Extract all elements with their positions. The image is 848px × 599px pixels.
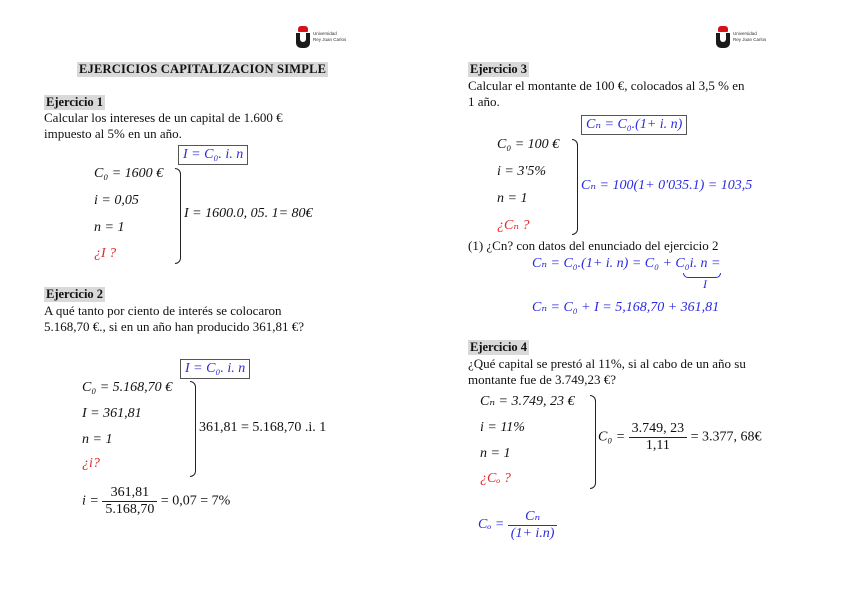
- exercise-2-unknown: ¿i?: [82, 456, 100, 471]
- exercise-1-unknown: ¿I ?: [94, 246, 117, 261]
- logo-line1: Universidad: [313, 31, 337, 36]
- exercise-2-text-line2: 5.168,70 €., si en un año han producido 361,81 €?: [44, 319, 304, 334]
- fraction-numerator: Cₙ: [508, 508, 558, 526]
- exercise-4-formula: [478, 508, 557, 542]
- exercise-3-result: Cₙ = 100(1+ 0′035.1) = 103,5: [581, 178, 753, 193]
- exercise-2-data-I: I = 361,81: [82, 406, 142, 421]
- exercise-3-underbrace-label: I: [703, 277, 707, 291]
- exercise-4-text-line2: montante fue de 3.749,23 €?: [468, 372, 617, 387]
- exercise-1-data-i: i = 0,05: [94, 193, 139, 208]
- university-logo-right: [716, 26, 776, 48]
- exercise-4-text-line1: ¿Qué capital se prestó al 11%, si al cabo de un año su: [468, 356, 746, 371]
- exercise-3-brace: [572, 139, 578, 235]
- exercise-3-text-line2: 1 año.: [468, 94, 500, 109]
- exercise-3-data-i: i = 3′5%: [497, 164, 547, 179]
- fraction-numerator: 361,81: [102, 485, 157, 502]
- exercise-3-text-line1: Calcular el montante de 100 €, colocados al 3,5 % en: [468, 78, 745, 93]
- exercise-1-formula-box: I = C₀. i. n: [178, 145, 248, 165]
- exercise-3-final: Cₙ = C₀ + I = 5,168,70 + 361,81: [532, 300, 720, 315]
- exercise-3-note: (1) ¿Cn? con datos del enunciado del ejercicio 2: [468, 238, 719, 253]
- logo-line2: Rey Juan Carlos: [313, 37, 347, 42]
- exercise-3-unknown: ¿Cₙ ?: [497, 218, 530, 233]
- exercise-4-fraction: [629, 421, 688, 454]
- exercise-4-data-cn: Cₙ = 3.749, 23 €: [480, 394, 575, 409]
- page-title: EJERCICIOS CAPITALIZACION SIMPLE: [79, 62, 327, 76]
- university-crest-icon: [716, 26, 730, 48]
- exercise-2-formula-box: I = C₀. i. n: [180, 359, 250, 379]
- exercise-3-expansion: Cₙ = C₀.(1+ i. n) = C₀ + C₀i. n =: [532, 256, 721, 271]
- exercise-1-result: I = 1600.0, 05. 1= 80€: [184, 206, 313, 221]
- exercise-4-brace: [590, 395, 596, 489]
- exercise-2-fraction: [102, 485, 157, 518]
- exercise-3-data-c0: C₀ = 100 €: [497, 137, 560, 152]
- exercise-1-data-c0: C₀ = 1600 €: [94, 166, 164, 181]
- exercise-1-data-n: n = 1: [94, 220, 125, 235]
- exercise-2-data-c0: C₀ = 5.168,70 €: [82, 380, 173, 395]
- fraction-denominator: 5.168,70: [105, 502, 155, 517]
- exercise-4-result-lhs: C₀ =: [598, 429, 626, 445]
- exercise-1-heading: Ejercicio 1: [46, 95, 104, 109]
- exercise-4-data-n: n = 1: [480, 446, 511, 461]
- logo-line2: Rey Juan Carlos: [733, 37, 767, 42]
- exercise-4-data-i: i = 11%: [480, 420, 525, 435]
- fraction-denominator: (1+ i.n): [510, 526, 555, 541]
- exercise-2-heading: Ejercicio 2: [46, 287, 104, 301]
- exercise-3-formula-box: Cₙ = C₀.(1+ i. n): [581, 115, 687, 135]
- university-crest-icon: [296, 26, 310, 48]
- exercise-4-result: [598, 421, 762, 454]
- exercise-2-final: [82, 485, 230, 518]
- exercise-2-data-n: n = 1: [82, 432, 113, 447]
- exercise-4-formula-lhs: Cₒ =: [478, 517, 505, 533]
- exercise-1-text-line2: impuesto al 5% en un año.: [44, 126, 182, 141]
- exercise-4-result-rhs: = 3.377, 68€: [690, 429, 762, 445]
- exercise-2-final-rhs: = 0,07 = 7%: [160, 493, 231, 509]
- exercise-3-heading: Ejercicio 3: [470, 62, 528, 76]
- exercise-2-text-line1: A qué tanto por ciento de interés se colocaron: [44, 303, 282, 318]
- fraction-denominator: 1,11: [645, 438, 670, 453]
- exercise-2-final-lhs: i =: [82, 493, 99, 509]
- exercise-4-formula-fraction: [508, 508, 558, 542]
- university-logo-left: [296, 26, 356, 48]
- fraction-numerator: 3.749, 23: [629, 421, 688, 438]
- exercise-2-result: 361,81 = 5.168,70 .i. 1: [199, 420, 327, 435]
- exercise-1-brace: [175, 168, 181, 264]
- exercise-2-brace: [190, 381, 196, 477]
- exercise-4-unknown: ¿Cₒ ?: [480, 471, 511, 486]
- exercise-1-text-line1: Calcular los intereses de un capital de 1.600 €: [44, 110, 283, 125]
- exercise-4-heading: Ejercicio 4: [470, 340, 528, 354]
- exercise-3-underbrace: [683, 273, 721, 278]
- logo-line1: Universidad: [733, 31, 757, 36]
- exercise-3-data-n: n = 1: [497, 191, 528, 206]
